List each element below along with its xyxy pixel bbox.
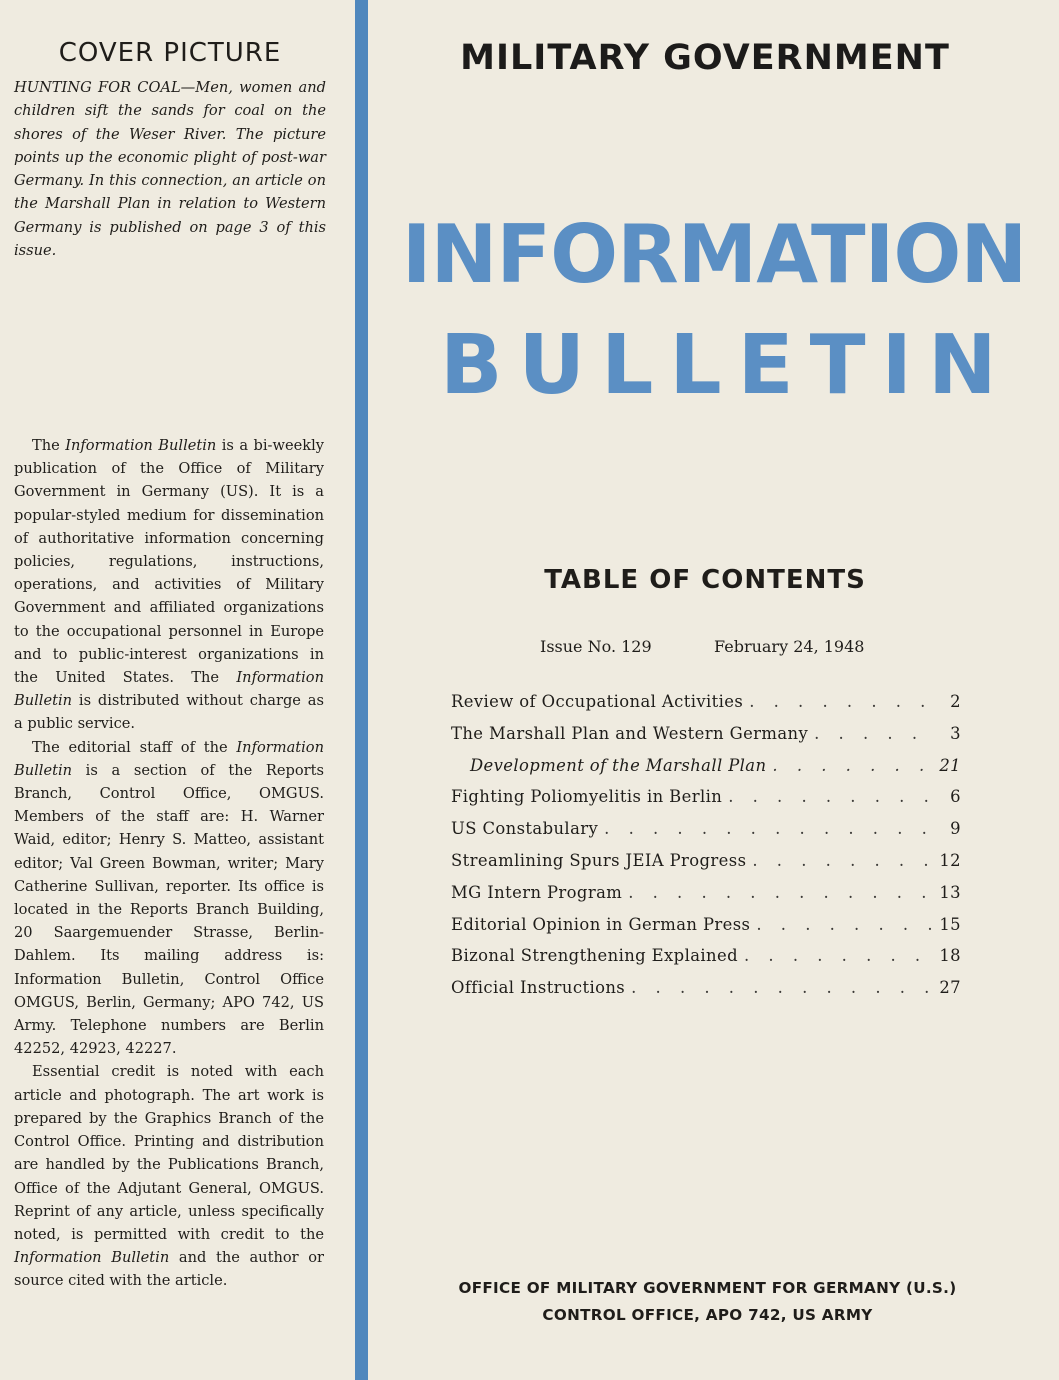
about-p3-title: Information Bulletin (14, 1249, 170, 1267)
toc-entry-sub[interactable] (451, 756, 961, 788)
issue-number: Issue No. 129 (540, 637, 652, 656)
toc-entry-page: 27 (939, 978, 961, 998)
about-p3-text-a: Essential credit is noted with each article and photograph. The art work is prepared by the Graphics Branch of the Control Office. Printing and distribution are handled by the Publications Branch, Office of the Adjutant General, OMGUS. Reprint of any article, unless specifically noted, is permitted with credit to the (14, 1063, 324, 1243)
toc-entry-title: Editorial Opinion in German Press (451, 914, 751, 934)
about-p1-text-a: The (32, 437, 66, 454)
cover-picture-caption (14, 76, 326, 262)
toc-entry-page: 18 (939, 946, 961, 966)
toc-entry[interactable] (451, 883, 961, 915)
about-paragraph-1 (14, 434, 324, 736)
title-bulletin: BULLETIN (440, 318, 1013, 413)
toc-entry-page: 21 (939, 755, 961, 775)
toc-entry[interactable] (451, 915, 961, 947)
about-paragraph-2 (14, 736, 324, 1061)
about-p3-text-b: and the author or source cited with the article. (14, 1249, 324, 1290)
toc-entry[interactable] (451, 819, 961, 851)
toc-entry-title: Official Instructions (451, 978, 626, 998)
toc-entry-title: Development of the Marshall Plan (470, 755, 767, 775)
about-paragraph-3 (14, 1060, 324, 1292)
toc-entry[interactable] (451, 946, 961, 978)
toc-entry-page: 12 (939, 850, 961, 870)
table-of-contents-heading: TABLE OF CONTENTS (544, 565, 866, 595)
toc-entry-page: 6 (950, 787, 961, 807)
toc-leader (604, 819, 937, 838)
about-p1-text-c: is distributed without charge as a public service. (14, 692, 324, 733)
toc-leader (756, 915, 933, 934)
toc-leader (631, 978, 933, 997)
toc-entry-page: 15 (939, 914, 961, 934)
toc-leader (744, 946, 933, 965)
toc-entry[interactable] (451, 851, 961, 883)
toc-entry-title: Review of Occupational Activities (451, 692, 744, 711)
toc-leader (628, 883, 933, 902)
cover-caption-text: —Men, women and children sift the sands for coal on the shores of the Weser River. The picture points up the economic plight of post-war Germany. In this connection, an article on the Marshall Plan in relation to Western Germany is published on page 3 of this issue. (14, 79, 326, 260)
toc-entry-page: 9 (950, 819, 961, 839)
issue-date: February 24, 1948 (714, 637, 865, 656)
toc-entry[interactable] (451, 724, 961, 756)
publisher-footer (400, 1275, 1015, 1329)
footer-line-1: OFFICE OF MILITARY GOVERNMENT FOR GERMANY (U.S.) (458, 1279, 957, 1297)
about-p2-title: Information Bulletin (14, 738, 324, 779)
about-p2-text-a: The editorial staff of the (32, 738, 237, 756)
cover-picture-heading: COVER PICTURE (58, 38, 282, 68)
toc-leader (772, 756, 933, 775)
toc-entry[interactable] (451, 978, 961, 1010)
toc-entry-title: Bizonal Strengthening Explained (451, 946, 738, 966)
title-information: INFORMATION (401, 208, 1027, 301)
toc-entry-title: MG Intern Program (451, 882, 623, 902)
toc-entry-page: 13 (939, 882, 961, 902)
about-p1-title-2: Information Bulletin (14, 669, 324, 710)
toc-entry-title: Fighting Poliomyelitis in Berlin (451, 787, 723, 807)
footer-line-2: CONTROL OFFICE, APO 742, US ARMY (542, 1306, 873, 1324)
about-p1-title-1: Information Bulletin (65, 437, 217, 454)
toc-leader (728, 787, 937, 806)
blue-divider-bar (355, 0, 368, 1380)
toc-leader (752, 851, 933, 870)
toc-entry[interactable] (451, 787, 961, 819)
toc-leader (814, 724, 937, 743)
table-of-contents (451, 692, 961, 1010)
about-p2-text-b: is a section of the Reports Branch, Control Office, OMGUS. Members of the staff are: H. Warner Waid, editor; Henry S. Matteo, assistant editor; Val Green Bowman, writer; Mary Catherine Sullivan, reporter. Its office is located in the Reports Branch Building, 20 Saargemuender Strasse, Berlin-Dahlem. Its mailing address is: Information Bulletin, Control Office OMGUS, Berlin, Germany; APO 742, US Army. Telephone numbers are Berlin 42252, 42923, 42227. (14, 761, 324, 1058)
toc-entry-title: US Constabulary (451, 819, 599, 839)
masthead: MILITARY GOVERNMENT (460, 38, 950, 78)
toc-entry-page: 2 (950, 692, 961, 711)
toc-leader (749, 692, 937, 711)
toc-entry-title: Streamlining Spurs JEIA Progress (451, 850, 747, 870)
toc-entry-title: The Marshall Plan and Western Germany (451, 723, 809, 743)
cover-caption-lead: HUNTING FOR COAL (14, 79, 181, 96)
toc-entry-page: 3 (950, 723, 961, 743)
about-bulletin-section (14, 434, 324, 1293)
toc-entry[interactable] (451, 692, 961, 724)
about-p1-text-b: is a bi-weekly publication of the Office of Military Government in Germany (US). It is a popular-styled medium for dissemination of authoritative information concerning policies, regulations, instructions, operations, and activities of Military Government and affiliated organizations to the occupational personnel in Europe and to public-interest organizations in the United States. The (14, 437, 324, 687)
cover-picture-section (14, 38, 326, 262)
